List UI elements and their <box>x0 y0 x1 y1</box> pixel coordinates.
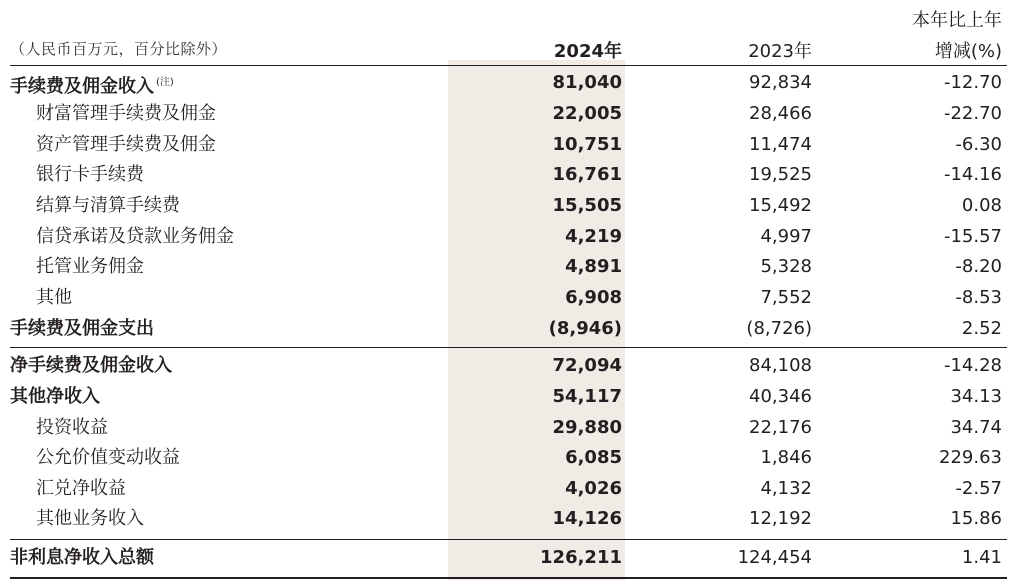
value-change: -12.70 <box>943 72 1002 93</box>
value-2024: 22,005 <box>552 103 622 124</box>
value-2023: 124,454 <box>737 547 812 568</box>
table-row <box>10 474 1007 504</box>
unit-note: （人民币百万元，百分比除外） <box>10 40 228 58</box>
table-row <box>10 222 1007 252</box>
value-2023: 12,192 <box>749 508 812 529</box>
table-row <box>10 99 1007 129</box>
value-2024: 126,211 <box>540 547 622 568</box>
row-label: 财富管理手续费及佣金 <box>36 103 216 124</box>
value-2023: 5,328 <box>760 256 812 277</box>
value-2024: 4,026 <box>565 478 622 499</box>
value-2024: 72,094 <box>552 355 622 376</box>
value-2023: 84,108 <box>749 355 812 376</box>
table-row <box>10 351 1007 381</box>
row-label: 资产管理手续费及佣金 <box>36 134 216 155</box>
value-2024: 6,085 <box>565 447 622 468</box>
value-2023: 4,997 <box>760 226 812 247</box>
value-2023: 11,474 <box>749 134 812 155</box>
header-rule <box>10 65 1007 66</box>
value-2024: 4,219 <box>565 226 622 247</box>
row-label: 手续费及佣金支出 <box>10 318 154 339</box>
value-2024: 4,891 <box>565 256 622 277</box>
row-label: 其他 <box>36 287 72 308</box>
value-2024: 10,751 <box>552 134 622 155</box>
column-header-2023: 2023年 <box>748 41 812 62</box>
table-row <box>10 130 1007 160</box>
row-label: 手续费及佣金收入 <box>10 76 154 97</box>
table-row <box>10 382 1007 412</box>
table-row <box>10 252 1007 282</box>
table-row <box>10 504 1007 534</box>
value-change: 2.52 <box>961 318 1002 339</box>
table-row <box>10 191 1007 221</box>
row-label: 非利息净收入总额 <box>10 547 154 568</box>
value-2023: 15,492 <box>749 195 812 216</box>
row-label: 银行卡手续费 <box>36 164 144 185</box>
non-interest-income-table <box>10 0 1007 584</box>
table-row-total <box>10 543 1007 573</box>
total-rule <box>10 539 1007 540</box>
value-change: -15.57 <box>943 226 1002 247</box>
value-2024: 14,126 <box>552 508 622 529</box>
row-label: 其他业务收入 <box>36 508 144 529</box>
value-2024: 54,117 <box>552 386 622 407</box>
table-row <box>10 314 1007 344</box>
value-2023: 7,552 <box>760 287 812 308</box>
row-label: 投资收益 <box>36 417 108 438</box>
table-row <box>10 443 1007 473</box>
value-change: -6.30 <box>955 134 1002 155</box>
table-row <box>10 413 1007 443</box>
value-change: -8.20 <box>955 256 1002 277</box>
row-label: 公允价值变动收益 <box>36 447 180 468</box>
value-2023: 92,834 <box>749 72 812 93</box>
value-2023: 40,346 <box>749 386 812 407</box>
value-change: -22.70 <box>943 103 1002 124</box>
row-label: 托管业务佣金 <box>36 256 144 277</box>
value-change: -2.57 <box>955 478 1002 499</box>
row-label: 净手续费及佣金收入 <box>10 355 172 376</box>
value-2024: 15,505 <box>552 195 622 216</box>
value-change: 1.41 <box>961 547 1002 568</box>
section-rule <box>10 347 1007 348</box>
row-label: 结算与清算手续费 <box>36 195 180 216</box>
column-header-change-line1: 本年比上年 <box>912 10 1002 31</box>
footnote-marker: (注) <box>156 77 174 88</box>
value-change: -8.53 <box>955 287 1002 308</box>
value-change: 34.13 <box>950 386 1002 407</box>
row-label: 其他净收入 <box>10 386 100 407</box>
row-label: 汇兑净收益 <box>36 478 126 499</box>
table-row <box>10 160 1007 190</box>
value-2023: 28,466 <box>749 103 812 124</box>
table-row <box>10 68 1007 98</box>
row-label: 信贷承诺及贷款业务佣金 <box>36 226 234 247</box>
value-2024: 29,880 <box>552 417 622 438</box>
value-2024: (8,946) <box>548 318 622 339</box>
value-2024: 16,761 <box>552 164 622 185</box>
value-change: 0.08 <box>961 195 1002 216</box>
value-2023: (8,726) <box>746 318 812 339</box>
value-2024: 81,040 <box>552 72 622 93</box>
value-2024: 6,908 <box>565 287 622 308</box>
bottom-rule <box>10 577 1007 579</box>
value-change: -14.16 <box>943 164 1002 185</box>
value-change: -14.28 <box>943 355 1002 376</box>
value-change: 34.74 <box>950 417 1002 438</box>
value-change: 229.63 <box>939 447 1002 468</box>
value-change: 15.86 <box>950 508 1002 529</box>
column-header-change-line2: 增减(%) <box>934 41 1002 62</box>
table-row <box>10 283 1007 313</box>
value-2023: 4,132 <box>760 478 812 499</box>
value-2023: 19,525 <box>749 164 812 185</box>
column-header-2024: 2024年 <box>553 41 622 62</box>
value-2023: 1,846 <box>760 447 812 468</box>
value-2023: 22,176 <box>749 417 812 438</box>
